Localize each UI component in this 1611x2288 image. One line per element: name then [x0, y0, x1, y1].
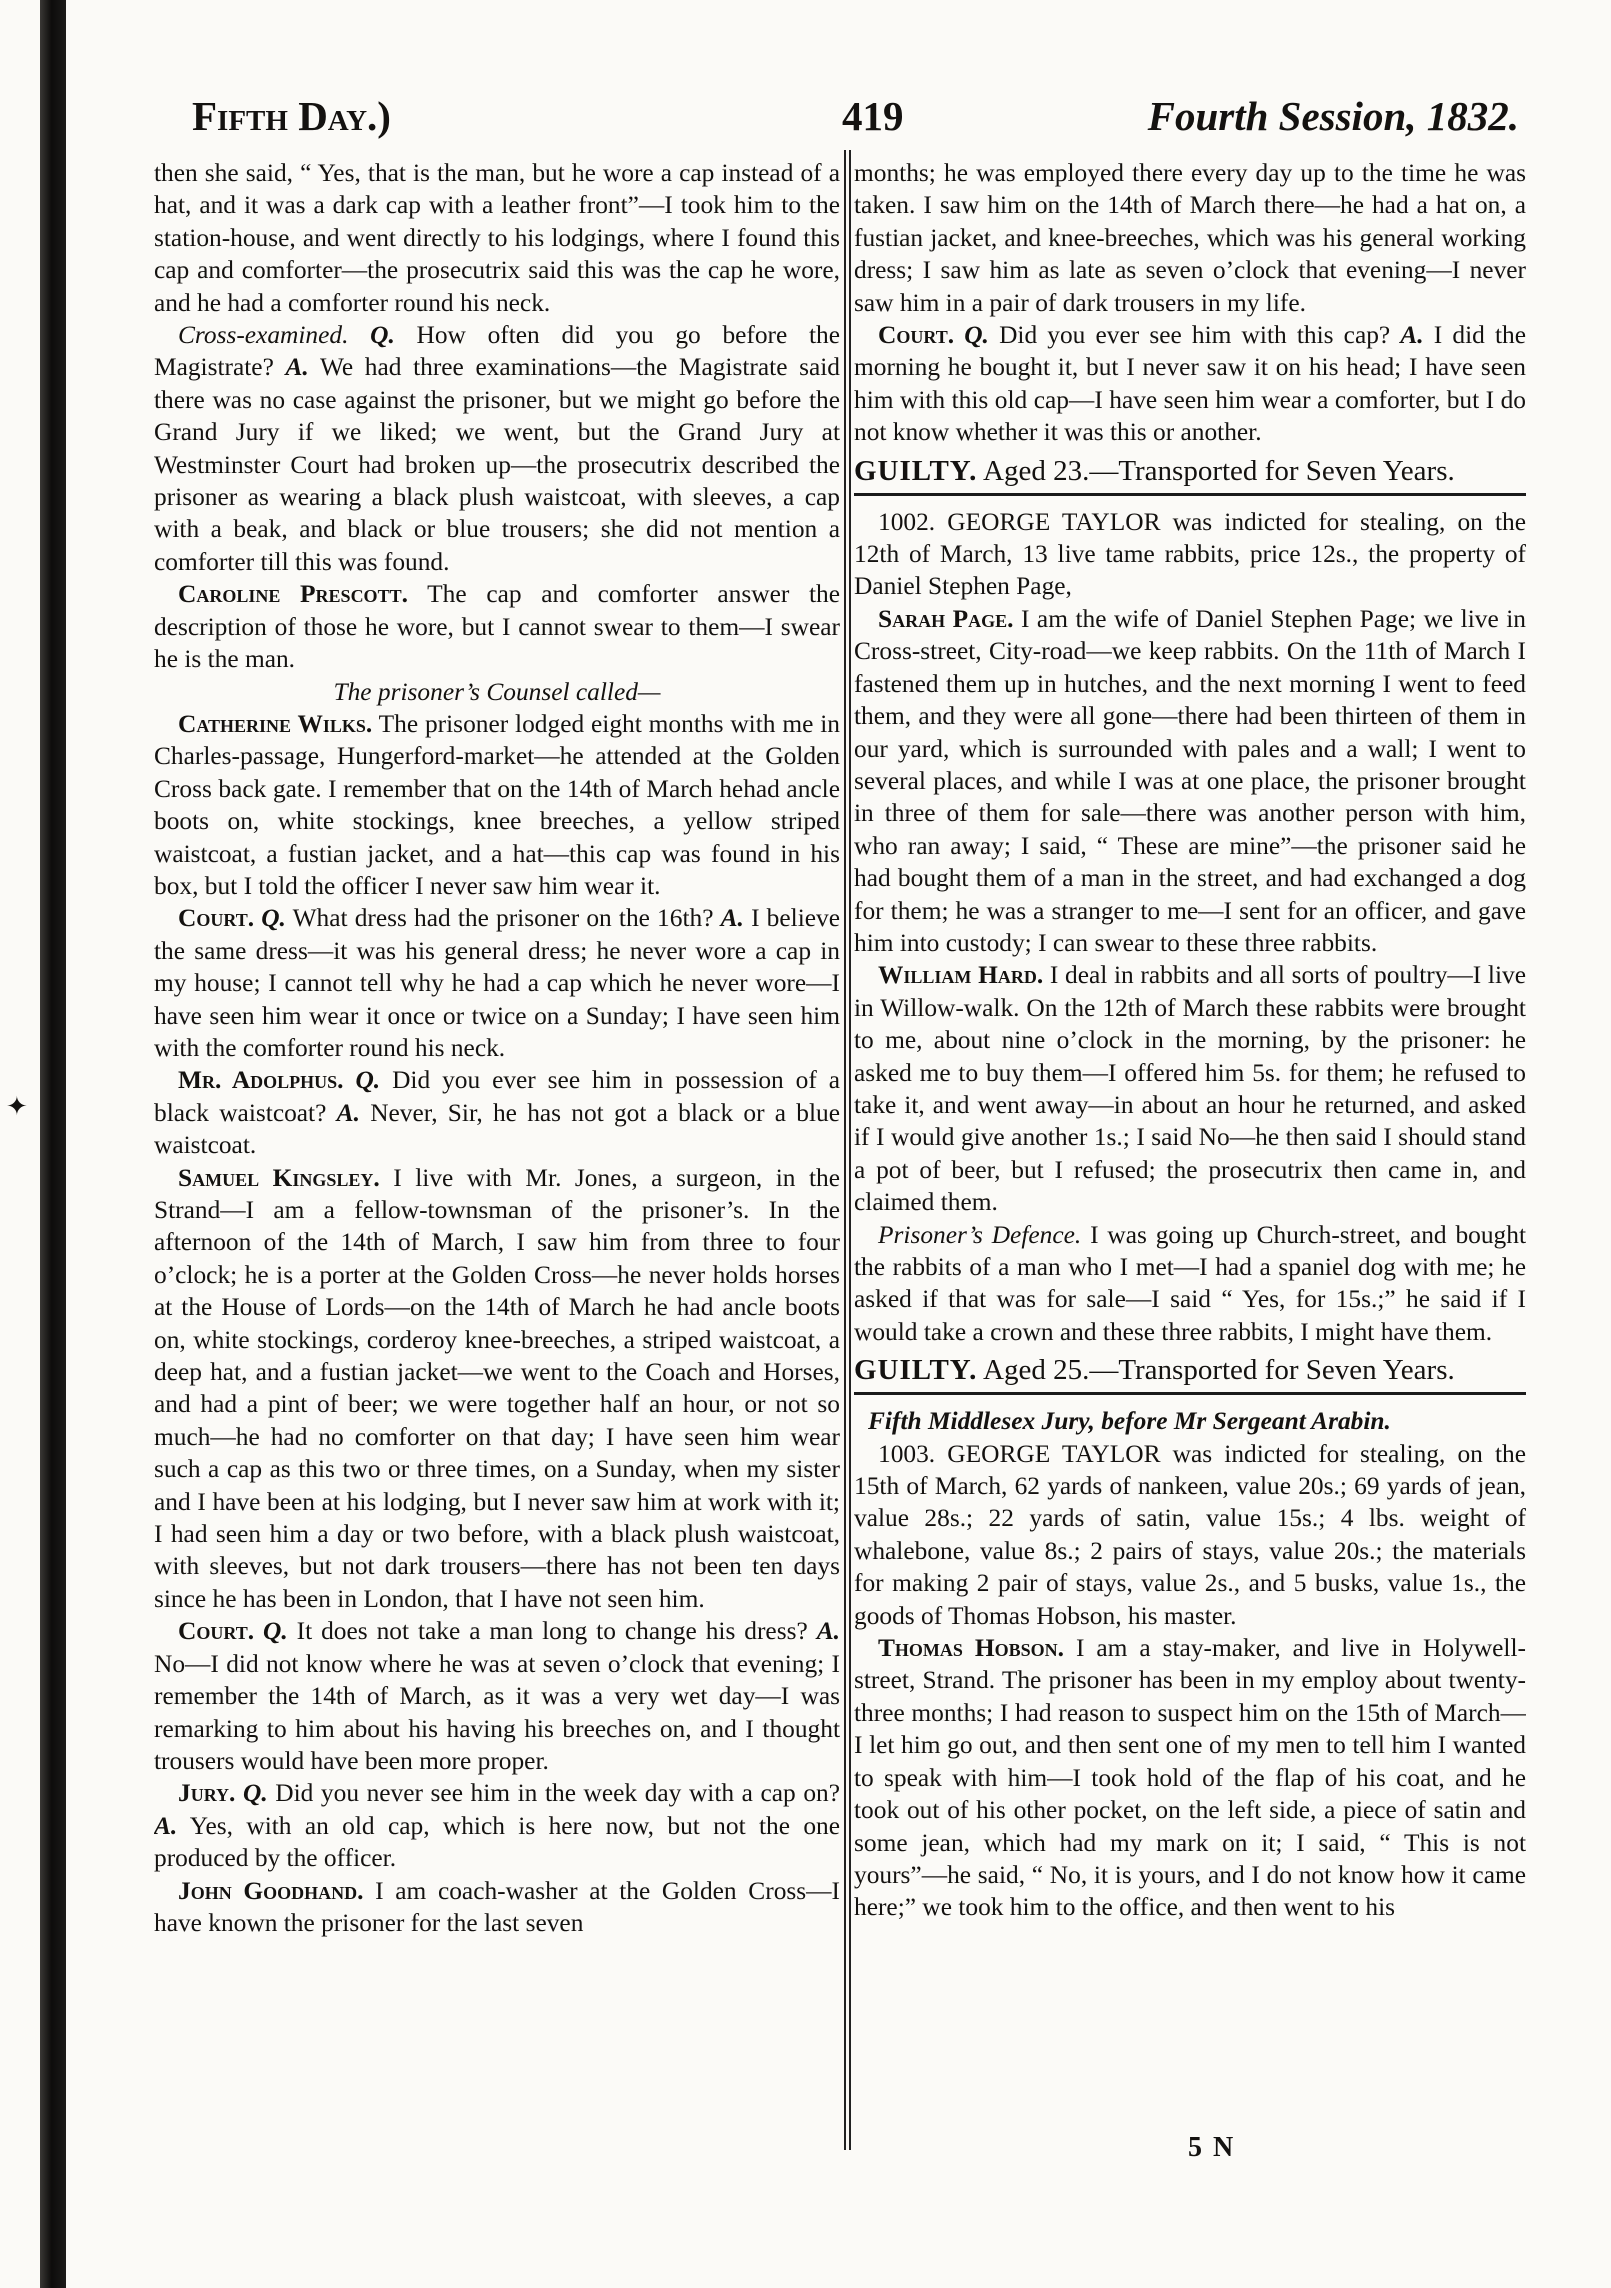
answer-mark: A. [336, 1098, 360, 1127]
question-mark: Q. [355, 1066, 381, 1095]
signature-mark: 5 N [1188, 2132, 1236, 2163]
column-rule [849, 150, 851, 2150]
paragraph [854, 959, 1526, 1218]
paragraph [154, 1615, 840, 1777]
counsel-name: Mr. Adolphus. [178, 1066, 344, 1095]
jury-label: Jury. [178, 1779, 236, 1808]
answer-mark: A. [720, 904, 744, 933]
witness-name: Catherine Wilks. [178, 709, 373, 738]
question-mark: Q. [370, 321, 395, 350]
paragraph: then she said, “ Yes, that is the man, but he wore a cap instead of a hat, and it was a dark cap with a leather front”—I took him to the station-house, and went directly to his lodgings, where I found this cap and comforter—the prosecutrix said this was the cap he wore, and he had a comforter round his neck. [154, 159, 840, 317]
question-text: How often did you go before the Magistrate? [154, 321, 840, 382]
paragraph [154, 1875, 840, 1940]
witness-name: Thomas Hobson. [878, 1634, 1065, 1663]
witness-name: William Hard. [878, 961, 1044, 990]
paragraph [854, 319, 1526, 449]
verdict-line [854, 1348, 1526, 1395]
cross-examined-label: Cross-examined. [178, 321, 349, 350]
answer-mark: A. [285, 353, 309, 382]
witness-name: Samuel Kingsley. [178, 1163, 380, 1192]
paragraph [154, 319, 840, 578]
answer-text: Yes, with an old cap, which is here now, but not the one produced by the officer. [154, 1811, 840, 1873]
answer-text: Never, Sir, he has not got a black or a blue waistcoat. [154, 1098, 840, 1160]
question-mark: Q. [964, 321, 989, 350]
testimony-text: I am coach-washer at the Golden Cross—I have known the prisoner for the last seven [154, 1876, 840, 1937]
question-text: It does not take a man long to change his dress? [296, 1617, 808, 1646]
answer-text: I did the morning he bought it, but I never saw it on his head; I have seen him with this old cap—I have seen him wear a comforter, but I do not know whether it was this or another. [854, 321, 1526, 447]
paragraph [154, 1162, 840, 1616]
testimony-text: I am the wife of Daniel Stephen Page; we live in Cross-street, City-road—we keep rabbits. On the 11th of March I fastened them up in hutches, and the next morning I went to feed them, and they were all gone—there had been thirteen of them in our yard, which is surrounded with pales and a wall; I went to several places, and while I was at one place, the prisoner brought in three of them for sale—there was another person with him, who ran away; I said, “ These are mine”—the prisoner said he had bought them of a man in the street, and had exchanged a dog for them; he was a stranger to me—I sent for an officer, and gave him into custody; I can swear to these three rabbits. [854, 604, 1526, 957]
case-heading: 1003. GEORGE TAYLOR was indicted for stealing, on the 15th of March, 62 yards of nankeen, value 20s.; 69 yards of jean, value 28s.; 22 yards of satin, value 15s.; 4 lbs. weight of whalebone, value 8s.; 2 pairs of stays, value 20s.; the materials for making 2 pair of stays, value 2s., and 5 busks, value 1s., the goods of Thomas Hobson, his master. [854, 1439, 1526, 1630]
paragraph [154, 1777, 840, 1874]
margin-mark: ✦ [6, 1092, 28, 1121]
paragraph [854, 603, 1526, 959]
defence-text: I was going up Church-street, and bought the rabbits of a man who I met—I had a spaniel dog with me; he asked if that was for sale—I said “ Yes, for 15s.;” he said if I would take a crown and these three rabbits, I might have them. [854, 1220, 1526, 1346]
testimony-text: I live with Mr. Jones, a surgeon, in the Strand—I am a fellow-townsman of the prisoner’s. In the afternoon of the 14th of March, I saw him from three to four o’clock; he is a porter at the Golden Cross—he never holds horses at the House of Lords—on the 14th of March he had ancle boots on, white stockings, corderoy knee-breeches, a striped waistcoat, a deep hat, and a fustian jacket—we went to the Coach and Horses, and had a pint of beer; we were together half an hour, or not so much—he had no comforter on that day; I have seen him wear such a cap as this two or three times, on a Sunday, when my sister and I have been at his lodging, but I never saw him at work with it; I had seen him a day or two before, with a black plush waistcoat, with sleeves, but not dark trousers—there has not been ten days since he has been in London, that I have not seen him. [154, 1163, 840, 1613]
paragraph [154, 1064, 840, 1161]
question-mark: Q. [263, 1617, 288, 1646]
testimony-text: The prisoner lodged eight months with me in Charles-passage, Hungerford-market—he attended at the Golden Cross back gate. I remember that on the 14th of March hehad ancle boots on, white stockings, knee breeches, a yellow striped waistcoat, a fustian jacket, and a hat—this cap was found in his box, but I told the officer I never saw him wear it. [154, 709, 840, 900]
verdict-guilty: GUILTY. [854, 1354, 978, 1387]
court-label: Court. [178, 904, 255, 933]
court-label: Court. [178, 1617, 255, 1646]
book-spine-shadow [40, 0, 66, 2288]
paragraph [854, 1632, 1526, 1924]
witness-name: Caroline Prescott. [178, 580, 408, 609]
paragraph [154, 578, 840, 675]
question-mark: Q. [261, 904, 286, 933]
answer-mark: A. [1400, 321, 1424, 350]
jury-heading: Fifth Middlesex Jury, before Mr Sergeant Arabin. [868, 1407, 1391, 1436]
answer-text: I believe the same dress—it was his general dress; he never wore a cap in my house; I cannot tell why he had a cap which he never wore—I have seen him wear it once or twice on a Sunday; I have seen him with the comforter round his neck. [154, 904, 840, 1062]
witness-name: John Goodhand. [178, 1876, 364, 1905]
paragraph [154, 708, 840, 902]
right-column [854, 157, 1526, 2142]
question-text: Did you never see him in the week day with a cap on? [275, 1779, 840, 1808]
testimony-text: I am a stay-maker, and live in Holywell-street, Strand. The prisoner has been in my employ about twenty-three months; I had reason to suspect him on the 15th of March—I let him go out, and then sent one of my men to tell him I wanted to speak with him—I took hold of the flap of his coat, and he took out of his other pocket, on the left side, a piece of satin and some jean, which had my mark on it; I said, “ This is not yours”—he said, “ No, it is yours, and I do not know how it came here;” we took him to the office, and then went to his [854, 1634, 1526, 1922]
answer-mark: A. [154, 1811, 178, 1840]
question-text: What dress had the prisoner on the 16th? [292, 904, 714, 933]
page-number: 419 [842, 93, 904, 139]
paragraph: months; he was employed there every day up to the time he was taken. I saw him on the 14th of March there—he had a hat on, a fustian jacket, and knee-breeches, which was his general working dress; I saw him as late as seven o’clock that evening—I never saw him in a pair of dark trousers in my life. [854, 159, 1526, 317]
defence-label: Prisoner’s Defence. [878, 1220, 1082, 1249]
testimony-text: I deal in rabbits and all sorts of poultry—I live in Willow-walk. On the 12th of March these rabbits were brought to me, about nine o’clock in the morning, by the prisoner: he asked me to buy them—I offered him 5s. for them; he refused to take it, and went away—in about an hour he returned, and asked if I would give another 1s.; I said No—he then said I should stand a pot of beer, but I refused; the prosecutrix then came in, and claimed them. [854, 961, 1526, 1217]
answer-mark: A. [816, 1617, 840, 1646]
paragraph [154, 902, 840, 1064]
answer-text: We had three examinations—the Magistrate said there was no case against the prisoner, but we might go before the Grand Jury if we liked; we went, but the Grand Jury at Westminster Court had broken up—the prosecutrix described the prisoner as wearing a black plush waistcoat, with sleeves, a cap with a beak, and black or blue trousers; she did not mention a comforter till this was found. [154, 353, 840, 576]
verdict-guilty: GUILTY. [854, 454, 978, 487]
verdict-sentence: Aged 23.—Transported for Seven Years. [983, 454, 1455, 487]
verdict-line [854, 449, 1526, 496]
counsel-heading: The prisoner’s Counsel called— [333, 677, 661, 706]
question-text: Did you ever see him with this cap? [999, 321, 1391, 350]
verdict-sentence: Aged 25.—Transported for Seven Years. [983, 1354, 1455, 1387]
testimony-text: The cap and comforter answer the description of those he wore, but I cannot swear to them—I swear he is the man. [154, 580, 840, 674]
case-heading: 1002. GEORGE TAYLOR was indicted for stealing, on the 12th of March, 13 live tame rabbits, price 12s., the property of Daniel Stephen Page, [854, 507, 1526, 601]
answer-text: No—I did not know where he was at seven o’clock that evening; I remember the 14th of March, as it was a very wet day—I was remarking to him about his having his breeches on, and I thought trousers would have been more proper. [154, 1649, 840, 1775]
left-column [154, 157, 840, 2142]
paragraph [854, 1219, 1526, 1349]
court-label: Court. [878, 321, 955, 350]
running-head-left: Fifth Day.) [192, 93, 391, 139]
question-mark: Q. [243, 1779, 268, 1808]
column-rule [844, 150, 846, 2150]
witness-name: Sarah Page. [878, 604, 1014, 633]
question-text: Did you ever see him in possession of a black waistcoat? [154, 1066, 840, 1127]
running-head-right: Fourth Session, 1832. [1147, 93, 1519, 139]
